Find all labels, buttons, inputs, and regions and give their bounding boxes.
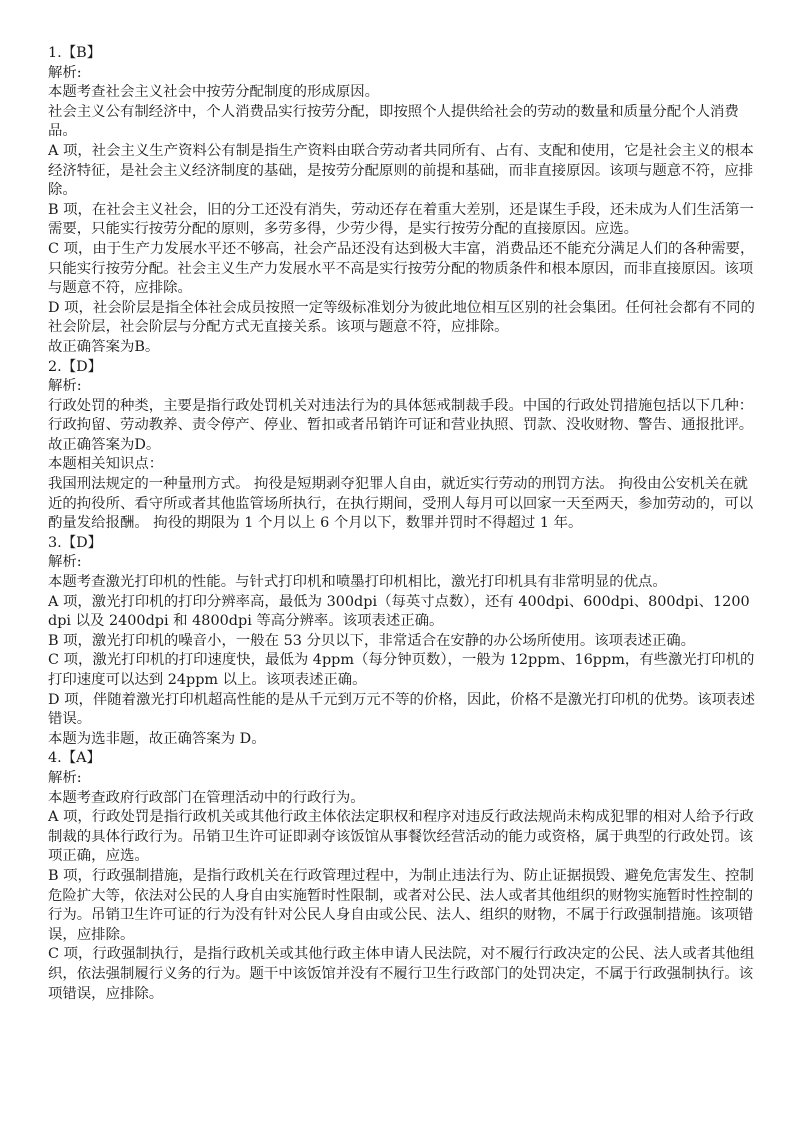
q4-topic: 本题考查政府行政部门在管理活动中的行政行为。 xyxy=(48,789,365,806)
q3-topic: 本题考查激光打印机的性能。与针式打印机和喷墨打印机相比，激光打印机具有非常明显的优点。 xyxy=(48,574,667,591)
q4-option-a: A 项，行政处罚是指行政机关或其他行政主体依法定职权和程序对违反行政法规尚未构成犯罪的相对人给予行政制裁的具体行政行为。吊销卫生许可证即剥夺该饭馆从事餐饮经营活动的能力或资格，属于典型的行政处罚。该项正确，应选。 xyxy=(48,809,754,865)
document-body xyxy=(48,44,756,1004)
q1-option-a: A 项，社会主义生产资料公有制是指生产资料由联合劳动者共同所有、占有、支配和使用，它是社会主义的根本经济特征，是社会主义经济制度的基础，是按劳分配原则的前提和基础，而非直接原因。该项与题意不符，应排除。 xyxy=(48,142,754,199)
q1-option-c: C 项，由于生产力发展水平还不够高，社会产品还没有达到极大丰富，消费品还不能充分满足人们的各种需要，只能实行按劳分配。社会主义生产力发展水平不高是实行按劳分配的物质条件和根本原因，而非直接原因。该项与题意不符，应排除。 xyxy=(48,240,755,297)
q2-analysis-label: 解析: xyxy=(48,378,82,395)
q4-answer: 4.【A】 xyxy=(48,750,101,767)
q3-answer: 3.【D】 xyxy=(48,534,103,551)
q3-analysis-label: 解析: xyxy=(48,554,82,571)
q3-option-c: C 项，激光打印机的打印速度快，最低为 4ppm（每分钟页数），一般为 12ppm、16ppm，有些激光打印机的打印速度可以达到 24ppm 以上。该项表述正确。 xyxy=(48,652,755,688)
q1-option-b: B 项，在社会主义社会，旧的分工还没有消失，劳动还存在着重大差别，还是谋生手段，还未成为人们生活第一需要，只能实行按劳分配的原则，多劳多得，少劳少得，是实行按劳分配的直接原因。应选。 xyxy=(48,201,754,238)
q3-option-d: D 项，伴随着激光打印机超高性能的是从千元到万元不等的价格，因此，价格不是激光打印机的优势。该项表述错误。 xyxy=(48,691,755,728)
q2-explanation: 行政处罚的种类，主要是指行政处罚机关对违法行为的具体惩戒制裁手段。中国的行政处罚措施包括以下几种：行政拘留、劳动教养、责令停产、停业、暂扣或者吊销许可证和营业执照、罚款、没收财物、警告、通报批评。 xyxy=(48,397,754,434)
q2-knowledge: 我国刑法规定的一种量刑方式。 拘役是短期剥夺犯罪人自由，就近实行劳动的刑罚方法。 拘役由公安机关在就近的拘役所、看守所或者其他监管场所执行，在执行期间，受刑人每月可以回家一天至两天，参加劳动的，可以酌量发给报酬。 拘役的期限为 1 个月以上 6 个月以下，数罪并罚时不得超过 1 年。 xyxy=(48,476,754,532)
q1-topic: 本题考查社会主义社会中按劳分配制度的形成原因。 xyxy=(48,84,379,101)
q4-option-c: C 项，行政强制执行，是指行政机关或其他行政主体申请人民法院，对不履行行政决定的公民、法人或者其他组织，依法强制履行义务的行为。题干中该饭馆并没有不履行卫生行政部门的处罚决定，不属于行政强制执行。该项错误，应排除。 xyxy=(48,946,755,1002)
q1-option-d: D 项，社会阶层是指全体社会成员按照一定等级标准划分为彼此地位相互区别的社会集团。任何社会都有不同的社会阶层，社会阶层与分配方式无直接关系。该项与题意不符，应排除。 xyxy=(48,299,755,336)
q1-answer: 1.【B】 xyxy=(48,45,102,61)
q2-answer: 2.【D】 xyxy=(48,358,103,375)
q3-conclusion: 本题为选非题，故正确答案为 D。 xyxy=(48,730,266,747)
q1-analysis-label: 解析: xyxy=(48,64,82,81)
q3-option-a: A 项，激光打印机的打印分辨率高，最低为 300dpi（每英寸点数），还有 400dpi、600dpi、800dpi、1200dpi 以及 2400dpi 和 4800dpi 等高分辨率。该项表述正确。 xyxy=(48,593,750,630)
q1-conclusion: 故正确答案为B。 xyxy=(48,338,160,355)
q3-option-b: B 项，激光打印机的噪音小，一般在 53 分贝以下，非常适合在安静的办公场所使用。该项表述正确。 xyxy=(48,632,696,649)
q1-intro: 社会主义公有制经济中，个人消费品实行按劳分配，即按照个人提供给社会的劳动的数量和质量分配个人消费品。 xyxy=(48,103,739,140)
q2-knowledge-label: 本题相关知识点： xyxy=(48,456,164,473)
q4-analysis-label: 解析: xyxy=(48,769,82,786)
q2-conclusion: 故正确答案为D。 xyxy=(48,436,161,453)
q4-option-b: B 项，行政强制措施，是指行政机关在行政管理过程中，为制止违法行为、防止证据损毁、避免危害发生、控制危险扩大等，依法对公民的人身自由实施暂时性限制，或者对公民、法人或者其他组织的财物实施暂时性控制的行为。吊销卫生许可证的行为没有针对公民人身自由或公民、法人、组织的财物，不属于行政强制措施。该项错误，应排除。 xyxy=(48,867,754,943)
